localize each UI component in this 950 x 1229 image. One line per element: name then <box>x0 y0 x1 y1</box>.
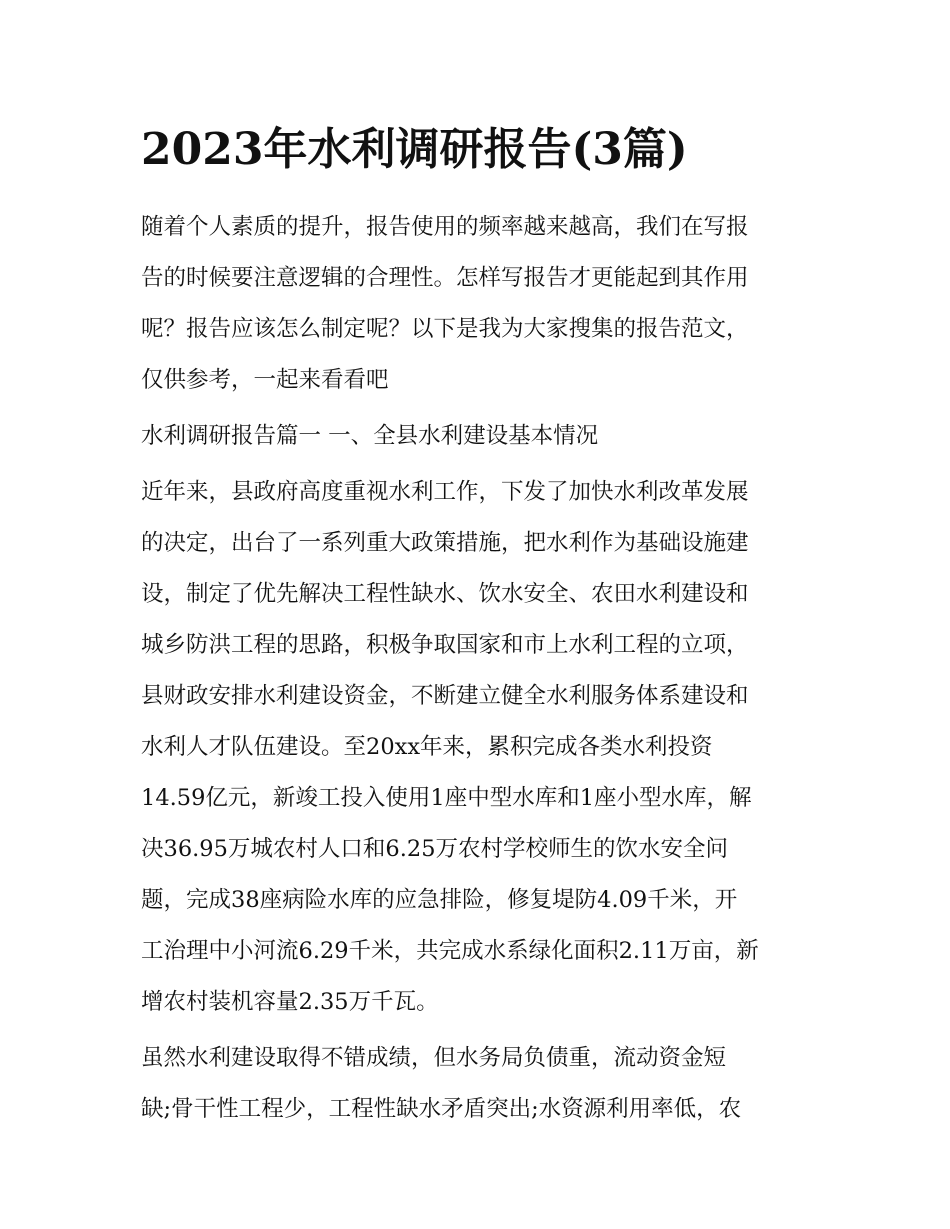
text-line: 水利人才队伍建设。至20xx年来，累积完成各类水利投资 <box>141 734 713 760</box>
text-line: 近年来，县政府高度重视水利工作，下发了加快水利改革发展 <box>141 479 749 505</box>
text-line: 水利调研报告篇一 一、全县水利建设基本情况 <box>141 423 599 449</box>
text-line: 虽然水利建设取得不错成绩，但水务局负债重，流动资金短 <box>141 1045 727 1071</box>
document-page <box>141 118 821 1140</box>
text-line: 题，完成38座病险水库的应急排险，修复堤防4.09千米，开 <box>141 887 738 913</box>
text-line: 县财政安排水利建设资金，不断建立健全水利服务体系建设和 <box>141 683 749 709</box>
body-paragraph <box>141 467 821 1028</box>
body-paragraph <box>141 1033 821 1135</box>
text-line: 城乡防洪工程的思路，积极争取国家和市上水利工程的立项， <box>141 632 749 658</box>
text-line: 的决定，出台了一系列重大政策措施，把水利作为基础设施建 <box>141 530 749 556</box>
section-heading <box>141 411 821 462</box>
text-line: 工治理中小河流6.29千米，共完成水系绿化面积2.11万亩，新 <box>141 938 759 964</box>
text-line: 缺;骨干性工程少，工程性缺水矛盾突出;水资源利用率低，农 <box>141 1096 742 1122</box>
intro-paragraph <box>141 202 821 406</box>
text-line: 增农村装机容量2.35万千瓦。 <box>141 989 439 1015</box>
text-line: 呢？报告应该怎么制定呢？以下是我为大家搜集的报告范文， <box>141 316 749 342</box>
text-line: 决36.95万城农村人口和6.25万农村学校师生的饮水安全问 <box>141 836 729 862</box>
text-line: 设，制定了优先解决工程性缺水、饮水安全、农田水利建设和 <box>141 581 749 607</box>
text-line: 14.59亿元，新竣工投入使用1座中型水库和1座小型水库，解 <box>141 785 752 811</box>
text-line: 随着个人素质的提升，报告使用的频率越来越高，我们在写报 <box>141 214 749 240</box>
text-line: 仅供参考，一起来看看吧 <box>141 367 389 393</box>
text-line: 告的时候要注意逻辑的合理性。怎样写报告才更能起到其作用 <box>141 265 749 291</box>
document-title: 2023年水利调研报告(3篇) <box>141 124 688 175</box>
